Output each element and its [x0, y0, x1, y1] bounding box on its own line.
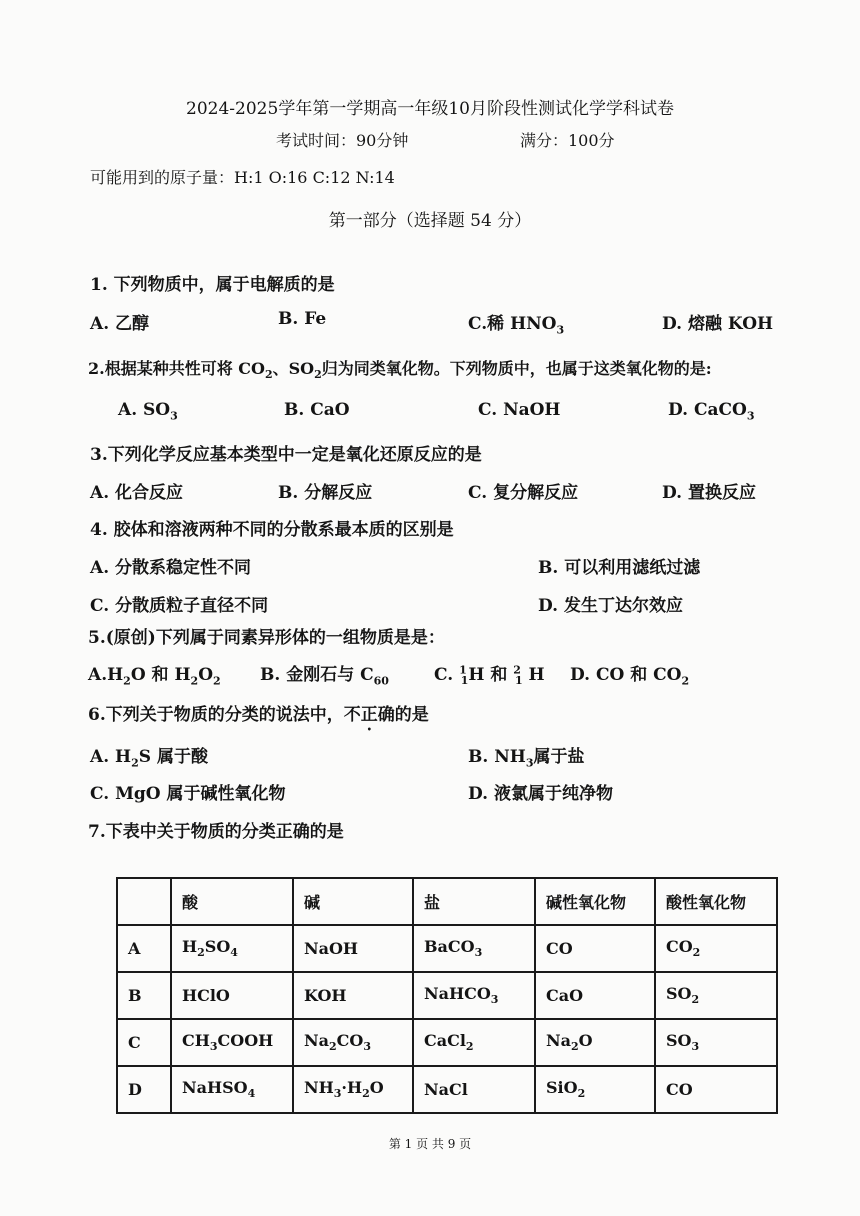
section-heading: 第一部分（选择题 54 分） — [328, 211, 532, 231]
table-cell: $SO_2$ — [655, 972, 777, 1019]
row-label: A — [117, 925, 171, 972]
q5-option-b: B. 金刚石与 $C_{60}$ — [260, 665, 389, 688]
classification-table — [116, 877, 778, 1114]
table-header-cell: 碱性氧化物 — [535, 878, 655, 925]
table-header-cell: 碱 — [293, 878, 413, 925]
question-5: 5.(原创)下列属于同素异形体的一组物质是是： — [88, 628, 445, 648]
q3-option-d: D. 置换反应 — [662, 483, 756, 503]
table-cell: $CO_2$ — [655, 925, 777, 972]
q3-option-c: C. 复分解反应 — [468, 483, 579, 503]
table-cell: NaHCO$_3$ — [413, 972, 535, 1019]
page-footer: 第 1 页 共 9 页 — [388, 1137, 472, 1151]
q5-option-c: C. $^1_1$H 和 $^2_1$ H — [434, 663, 545, 688]
q4-option-b: B. 可以利用滤纸过滤 — [538, 558, 701, 578]
q6-option-b: B. $NH_3$属于盐 — [468, 747, 585, 770]
table-cell: NaOH — [293, 925, 413, 972]
table-cell: NaCl — [413, 1066, 535, 1113]
q1-option-c: C.稀 $HNO_3$ — [468, 314, 565, 337]
full-score: 满分：100分 — [520, 131, 615, 150]
table-cell: $CH_3COOH$ — [171, 1019, 293, 1066]
q2-option-d: D. CaCO$_3$ — [668, 400, 755, 423]
q1-option-b: B. Fe — [278, 309, 327, 329]
q1-option-d: D. 熔融 KOH — [662, 314, 774, 334]
table-cell: SiO$_2$ — [535, 1066, 655, 1113]
table-cell: HClO — [171, 972, 293, 1019]
emphasis-dots: 不正确 — [343, 705, 395, 725]
table-cell: $NH_3\cdot H_2O$ — [293, 1066, 413, 1113]
table-cell: CaCl$_2$ — [413, 1019, 535, 1066]
table-cell: BaCO$_3$ — [413, 925, 535, 972]
q6-option-c: C. MgO 属于碱性氧化物 — [90, 784, 286, 804]
table-header-cell: 酸 — [171, 878, 293, 925]
q3-option-b: B. 分解反应 — [278, 483, 373, 503]
question-2: 2.根据某种共性可将 $CO_2$、$SO_2$归为同类氧化物。下列物质中，也属于这类氧化物的是: — [88, 359, 712, 382]
table-cell: KOH — [293, 972, 413, 1019]
table-header-cell: 盐 — [413, 878, 535, 925]
table-cell: $Na_2CO_3$ — [293, 1019, 413, 1066]
table-row — [117, 972, 777, 1019]
q5-option-a: $A.H_2O$ 和 $H_2O_2$ — [88, 665, 221, 688]
q6-option-d: D. 液氯属于纯净物 — [468, 784, 613, 804]
q2-option-c: C. NaOH — [478, 400, 561, 420]
exam-time: 考试时间：90分钟 — [276, 131, 409, 150]
table-cell: CO — [535, 925, 655, 972]
question-4: 4. 胶体和溶液两种不同的分散系最本质的区别是 — [90, 520, 454, 540]
question-7: 7.下表中关于物质的分类正确的是 — [88, 822, 344, 842]
table-header-cell: 酸性氧化物 — [655, 878, 777, 925]
q4-option-a: A. 分散系稳定性不同 — [90, 558, 252, 578]
table-header-cell — [117, 878, 171, 925]
question-6: 6.下列关于物质的分类的说法中，不正确的是 — [88, 705, 429, 725]
question-1: 1. 下列物质中，属于电解质的是 — [90, 275, 335, 295]
q4-option-c: C. 分散质粒子直径不同 — [90, 596, 269, 616]
table-cell: $Na_2O$ — [535, 1019, 655, 1066]
row-label: D — [117, 1066, 171, 1113]
q6-option-a: A. $H_2S$ 属于酸 — [90, 747, 208, 770]
q1-option-a: A. 乙醇 — [90, 314, 150, 334]
table-row — [117, 925, 777, 972]
atomic-masses: 可能用到的原子量：H:1 O:16 C:12 N:14 — [90, 168, 395, 187]
table-row — [117, 1066, 777, 1113]
q4-option-d: D. 发生丁达尔效应 — [538, 596, 683, 616]
table-row — [117, 1019, 777, 1066]
q3-option-a: A. 化合反应 — [90, 483, 184, 503]
table-cell: $SO_3$ — [655, 1019, 777, 1066]
table-cell: NaHSO$_4$ — [171, 1066, 293, 1113]
q2-option-a: A. $SO_3$ — [118, 400, 178, 423]
table-cell: $H_2SO_4$ — [171, 925, 293, 972]
row-label: B — [117, 972, 171, 1019]
table-header-row — [117, 878, 777, 925]
table-cell: CO — [655, 1066, 777, 1113]
exam-title: 2024-2025学年第一学期高一年级10月阶段性测试化学学科试卷 — [186, 99, 674, 119]
question-3: 3.下列化学反应基本类型中一定是氧化还原反应的是 — [90, 445, 482, 465]
q2-option-b: B. CaO — [284, 400, 350, 420]
row-label: C — [117, 1019, 171, 1066]
q5-option-d: D. CO 和 $CO_2$ — [570, 665, 690, 688]
table-cell: CaO — [535, 972, 655, 1019]
